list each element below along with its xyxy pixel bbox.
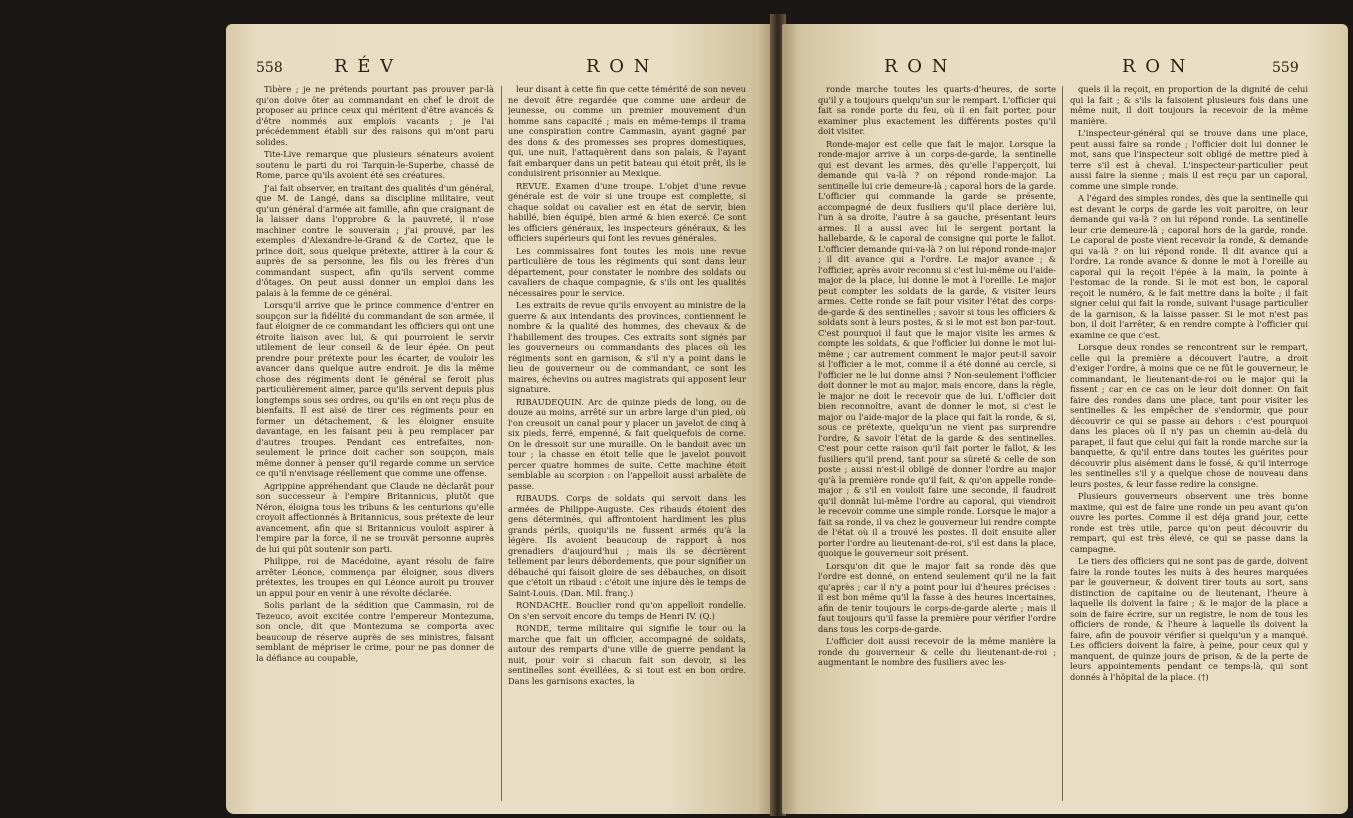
paragraph: Tite-Live remarque que plusieurs sénateurs avoient soutenu le parti du roi Tarquin-le-Superbe, chassé de Rome, parce qu'ils avoient été ses créatures. [256, 149, 494, 180]
paragraph: J'ai fait observer, en traitant des qualités d'un général, que M. de Langé, dans sa discipline militaire, veut qu'un général d'armée ait famille, afin que craignant de la laisser dans l'opprobre & la pauvreté, il n'ose machiner contre le souverain ; j'ai prouvé, par les exemples d'Alexandre-le-Grand & de Cortez, que le prince doit, sous quelque prétexte, attirer à la cour & auprès de sa personne, les fils ou les frères d'un commandant suspect, afin qu'ils servent comme d'ôtages. On peut aussi donner un emploi dans les palais à la femme de ce général. [256, 182, 494, 298]
right-column-rule [1062, 86, 1063, 801]
paragraph: Les commissaires font toutes les mois une revue particulière de tous les régiments qui sont dans leur département, pour constater le nombre des soldats ou cavaliers de chaque compagnie, & s'ils ont les qualités nécessaires pour le service. [508, 245, 746, 298]
paragraph: RONDE, terme militaire qui signifie le tour ou la marche que fait un officier, accompagné de soldats, autour des remparts d'une ville de guerre pendant la nuit, pour voir si chacun fait son devoir, si les sentinelles sont éveillées, & si tout est en bon ordre. Dans les garnisons exactes, la [508, 623, 746, 686]
paragraph: Lorsqu'on dit que le major fait sa ronde dès que l'ordre est donné, on entend seulement qu'il ne la fait qu'après ; car il n'y a point pour lui d'heures précises : il est bon même qu'il la fasse à des heures incertaines, afin de tenir toujours le corps-de-garde alerte ; mais il faut toujours qu'il fasse la première pour vérifier l'ordre dans tous les corps-de-garde. [818, 560, 1056, 634]
left-column-rule [501, 86, 502, 801]
left-column-1 [256, 84, 494, 804]
paragraph: Philippe, roi de Macédoine, ayant résolu de faire arrêter Léonce, commença par éloigner, sous divers prétextes, les troupes en qui Léonce auroit pu trouver un appui pour en venir à une révolte déclarée. [256, 556, 494, 598]
right-header-word-2: R O N [1122, 56, 1188, 77]
left-header-word-1: R É V [334, 56, 396, 77]
right-column-1 [818, 84, 1056, 804]
paragraph: Tibère ; je ne prétends pourtant pas prouver par-là qu'on doive ôter au commandant en chef le droit de proposer au prince ceux qui méritent d'être avancés & d'être nommés aux emplois vacants ; je l'ai précédemment établi sur des raisons qui m'ont paru solides. [256, 84, 494, 147]
paragraph: ronde marche toutes les quarts-d'heures, de sorte qu'il y a toujours quelqu'un sur le rempart. L'officier qui fait sa ronde porte du feu, où il en fait porter, pour examiner plus exactement les différents postes qu'il doit visiter. [818, 84, 1056, 136]
paragraph: quels il la reçoit, en proportion de la dignité de celui qui la fait ; & s'ils la faisoient plusieurs fois dans une même nuit, il doit toujours la recevoir de la même manière. [1070, 84, 1308, 126]
paragraph: Solis parlant de la sédition que Cammasin, roi de Tezeuco, avoit excitée contre l'empereur Montezuma, son oncle, dit que Montezuma se comporta avec beaucoup de réserve auprès de ses ministres, faisant semblant de mépriser le crime, pour ne pas donner de la défiance au coupable, [256, 600, 494, 663]
left-header-word-2: R O N [586, 56, 652, 77]
open-book [226, 14, 1352, 816]
paragraph: Plusieurs gouverneurs observent une très bonne maxime, qui est de faire une ronde un peu avant qu'on ouvre les portes. Comme il est déja grand jour, cette ronde est très utile, parce qu'on peut découvrir du rempart, qui est très élevé, ce qui se passe dans la campagne. [1070, 491, 1308, 554]
paragraph: RIBAUDEQUIN. Arc de quinze pieds de long, ou de douze au moins, arrêté sur un arbre large d'un pied, où l'on creusoit un canal pour y placer un javelot de cinq à six pieds, ferré, empenné, & fait quelquefois de corne. On le dressoit sur une muraille. On le bandoit avec un tour ; la chasse en étoit telle que le javelot pouvoit percer quatre hommes de suite. Cette machine étoit semblable au scorpion : on l'appelloit aussi arbalète de passe. [508, 396, 746, 491]
right-column-2 [1070, 84, 1308, 804]
paragraph: leur disant à cette fin que cette témérité de son neveu ne devoit être regardée que comme une ardeur de jeunesse, ou comme un premier mouvement d'un homme sans capacité ; mais en même-temps il trama une conspiration contre Cammasin, ayant gagné par des dons & des promesses ses propres domestiques, qui, une nuit, l'attaquèrent dans son palais, & l'ayant fait embarquer dans un petit bateau qui étoit prêt, ils le conduisirent prisonnier au Mexique. [508, 84, 746, 178]
paragraph: Les extraits de revue qu'ils envoyent au ministre de la guerre & aux intendants des provinces, contiennent le nombre & la qualité des hommes, des chevaux & de l'habillement des troupes. Ces extraits sont signés par les gouverneurs ou commandants des places où les régiments sont en garnison, & s'il n'y a point dans le lieu de gouverneur ou de commandant, ce sont les maires, échevins ou autres magistrats qui apposent leur signature. [508, 300, 746, 394]
paragraph: L'inspecteur-général qui se trouve dans une place, peut aussi faire sa ronde ; l'officier doit lui donner le mot, sans que l'inspecteur soit obligé de mettre pied à terre s'il est à cheval. L'inspecteur-particulier peut aussi faire la sienne ; mais il est reçu par un caporal, comme une simple ronde. [1070, 128, 1308, 191]
paragraph: L'officier doit aussi recevoir de la même manière la ronde du gouverneur & celle du lieutenant-de-roi ; augmentant le nombre des fusiliers avec les- [818, 636, 1056, 667]
paragraph: Ronde-major est celle que fait le major. Lorsque la ronde-major arrive à un corps-de-garde, la sentinelle qui est devant les armes, dès qu'elle l'apperçoit, lui demande qui va-là ? on répond ronde-major. La sentinelle lui crie demeure-là ; caporal hors de la garde. L'officier qui commande la garde se présente, accompagné de deux fusiliers qu'il place derière lui, l'un à sa droite, l'autre à sa gauche, présentant leurs armes. Il a aussi avec lui le sergent portant la hallebarde, & le caporal de consigne qui porte le fallot. L'officier demande qui-va-là ? on lui répond ronde-major ; il dit avance qui a l'ordre. Le major avance ; & l'officier, après avoir reconnu si c'est lui-même ou l'aide-major de la place, lui donne le mot à l'oreille. Le major peut compter les soldats de la garde, & visiter leurs armes. Cette ronde se fait pour visiter l'état des corps-de-garde & des sentinelles ; savoir si tous les officiers & soldats sont à leurs postes, & si le mot est bon par-tout. C'est pourquoi il faut que le major visite les armes & compte les soldats, & que l'officier lui donne le mot lui-même ; car autrement comment le major peut-il savoir si l'officier a le mot, comme il a été donné au cercle, si l'officier ne le lui donne ainsi ? Non-seulement l'officier doit donner le mot au major, mais encore, dans la règle, le major ne doit le recevoir que de lui. L'officier doit bien reconnoître, avant de donner le mot, si c'est le major ou l'aide-major de la place qui fait la ronde, & si, sous ce prétexte, quelqu'un ne vient pas surprendre l'ordre, & savoir l'état de la garde & des sentinelles. C'est pour cette raison qu'il fait porter le fallot, & les fusiliers qu'il prend, tant pour sa sûreté & celle de son poste ; aussi n'est-il obligé de donner l'ordre au major qu'à la première ronde qu'il fait, & qu'on appelle ronde-major ; & s'il en vouloit faire une seconde, il faudroit qu'il donnât lui-même l'ordre au caporal, qui viendroit le recevoir comme une simple ronde. Lorsque le major a fait sa ronde, il va chez le gouverneur lui rendre compte de l'état où il a trouvé les postes. Il doit ensuite aller porter l'ordre au lieutenant-de-roi, s'il est dans la place, quoique le gouverneur soit présent. [818, 138, 1056, 558]
right-page [782, 24, 1348, 814]
paragraph: Le tiers des officiers qui ne sont pas de garde, doivent faire la ronde toutes les nuits à des heures marquées par le gouverneur, & doivent tirer touts au sort, sans distinction de capitaine ou de lieutenant, l'heure à laquelle ils doivent la faire ; & le major de la place a soin de faire écrire, sur un registre, le nom de tous les officiers de ronde, & l'heure à laquelle ils doivent la faire, afin de pouvoir vérifier si quelqu'un y a manqué. Les officiers doivent la faire, à peine, pour ceux qui y manquent, de quinze jours de prison, & de la perte de leurs appointements pendant ce temps-là, qui sont donnés à l'hôpital de la place. (†) [1070, 556, 1308, 682]
paragraph: Agrippine appréhendant que Claude ne déclarât pour son successeur à l'empire Britannicus, plutôt que Néron, éloigna tous les tribuns & les centurions qu'elle croyoit affectionnés à Britannicus, sous prétexte de leur avancement, afin que si Britannicus vouloit aspirer à l'empire par la force, il ne se trouvât personne auprès de lui qui pût soutenir son parti. [256, 480, 494, 554]
left-page-number: 558 [256, 60, 283, 76]
right-page-number: 559 [1272, 60, 1299, 76]
paragraph: A l'égard des simples rondes, dès que la sentinelle qui est devant le corps de garde les voit paroitre, on leur demande qui va-là ? on lui répond ronde. La sentinelle leur crie demeure-là ; caporal hors de la garde, ronde. Le caporal de poste vient recevoir la ronde, & demande qui va-là ? on lui répond ronde. Il dit avance qui a l'ordre. La ronde avance & donne le mot à l'oreille au caporal qui la reçoit l'épée à la main, la pointe à l'estomac de la ronde. Si le mot est bon, le caporal reçoit le numéro, & le fait mettre dans la boîte ; il fait signer celui qui fait la ronde, suivant l'usage particulier de la garnison, & la laisse passer. Si le mot n'est pas bon, il doit l'arrêter, & en rendre compte à l'officier qui examine ce que c'est. [1070, 193, 1308, 340]
left-page [226, 24, 774, 814]
paragraph: Lorsqu'il arrive que le prince commence d'entrer en soupçon sur la fidélité du commandant de son armée, il faut éloigner de ce commandant les officiers qui ont une étroite liaison avec lui, & qui pourroient le servir utilement de leur conseil & de leur épée. On peut prendre pour prétexte pour les écarter, de vouloir les avancer dans quelque autre endroit. Je dis la même chose des régiments dont le général se feroit plus particulièrement aimer, parce qu'ils servent depuis plus longtemps sous ses ordres, ou qu'ils en ont reçu plus de bienfaits. Il est aisé de tirer ces régiments pour en former un détachement, & les éloigner ensuite davantage, en les faisant peu à peu remplacer par d'autres troupes. Pendant ces entrefaites, non-seulement le prince doit cacher son soupçon, mais même donner à penser qu'il regarde comme un service ce qu'il n'envisage réellement que comme une offense. [256, 300, 494, 478]
paragraph: RIBAUDS. Corps de soldats qui servoit dans les armées de Philippe-Auguste. Ces ribauds étoient des gens déterminés, qui affrontoient hardiment les plus grands périls, quoiqu'ils ne fussent armés qu'à la légère. Ils avoient beaucoup de rapport à nos grenadiers d'aujourd'hui ; mais ils se décrièrent tellement par leurs débordements, que pour signifier un débauché qui faisoit gloire de ses débauches, on disoit que c'étoit un ribaud : c'étoit une injure dès le temps de Saint-Louis. (Dan. Mil. franç.) [508, 493, 746, 598]
left-column-2 [508, 84, 746, 804]
paragraph: RONDACHE. Bouclier rond qu'on appelloit rondelle. On s'en servoit encore du temps de Henri IV. (Q.) [508, 600, 746, 621]
right-header-word-1: R O N [884, 56, 950, 77]
paragraph: Lorsque deux rondes se rencontrent sur le rempart, celle qui la première a découvert l'autre, a droit d'exiger l'ordre, à moins que ce ne fût le gouverneur, le commandant, le lieutenant-de-roi ou le major qui la fissent ; car en ce cas on le leur doit donner. On fait faire des rondes dans une place, tant pour visiter les sentinelles & les empêcher de s'endormir, que pour découvrir ce qui se passe au dehors : c'est pourquoi dans les places où il n'y pas un chemin au-delà du parapet, il faut que celui qui fait la ronde marche sur la banquette, & qu'il entre dans toutes les guérites pour découvrir plus aisément dans le fossé, & qu'il interroge les sentinelles s'il y a quelque chose de nouveau dans leurs postes, & leur fasse redire la consigne. [1070, 342, 1308, 489]
paragraph: REVUE. Examen d'une troupe. L'objet d'une revue générale est de voir si une troupe est complette, si chaque soldat ou cavalier est en état de servir, bien habillé, bien équipé, bien armé & bien exercé. Ce sont les officiers généraux, les inspecteurs généraux, & les officiers supérieurs qui font les revues générales. [508, 180, 746, 243]
